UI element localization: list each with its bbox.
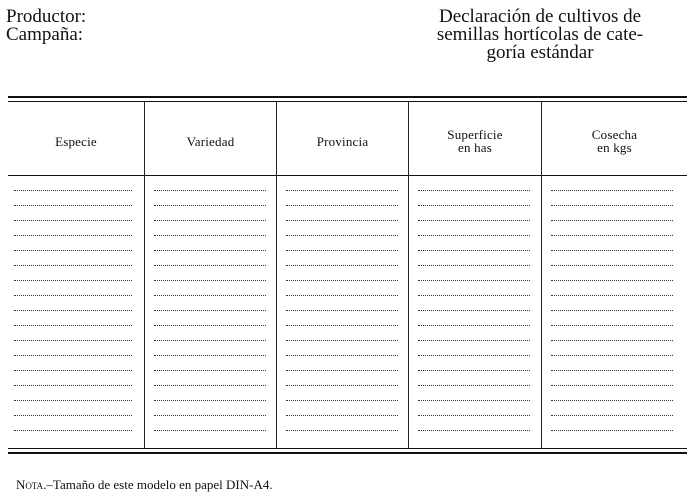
header-left <box>6 8 86 44</box>
blank-entry-line <box>14 325 132 326</box>
blank-entry-line <box>551 235 673 236</box>
footnote <box>16 477 273 493</box>
blank-entry-line <box>286 295 398 296</box>
blank-entry-line <box>286 400 398 401</box>
column-header-especie: Especie <box>55 133 97 149</box>
blank-entry-line <box>286 340 398 341</box>
blank-entry-line <box>418 235 530 236</box>
column-header-cosecha: Cosecha en kgs <box>591 127 638 155</box>
blank-entry-line <box>551 310 673 311</box>
blank-entry-line <box>551 265 673 266</box>
blank-entry-line <box>14 220 132 221</box>
blank-entry-line <box>286 370 398 371</box>
column-blank-lines-superficie <box>418 190 530 450</box>
blank-entry-line <box>14 430 132 431</box>
title-line: goría estándar <box>486 42 594 63</box>
blank-entry-line <box>418 400 530 401</box>
blank-entry-line <box>14 205 132 206</box>
blank-entry-line <box>154 265 266 266</box>
blank-entry-line <box>551 325 673 326</box>
blank-entry-line <box>418 295 530 296</box>
blank-entry-line <box>551 340 673 341</box>
blank-entry-line <box>551 295 673 296</box>
blank-entry-line <box>551 220 673 221</box>
blank-entry-line <box>286 430 398 431</box>
blank-entry-line <box>14 400 132 401</box>
blank-entry-line <box>551 280 673 281</box>
blank-entry-line <box>551 415 673 416</box>
blank-entry-line <box>418 430 530 431</box>
note-prefix: Nota. <box>16 477 47 492</box>
blank-entry-line <box>154 250 266 251</box>
blank-entry-line <box>154 190 266 191</box>
blank-entry-line <box>14 235 132 236</box>
blank-entry-line <box>14 385 132 386</box>
blank-entry-line <box>551 250 673 251</box>
note-text: –Tamaño de este modelo en papel DIN-A4. <box>46 477 273 492</box>
column-blank-lines-provincia <box>286 190 398 450</box>
blank-entry-line <box>154 355 266 356</box>
blank-entry-line <box>418 385 530 386</box>
blank-entry-line <box>286 310 398 311</box>
blank-entry-line <box>418 340 530 341</box>
campaign-label: Campaña: <box>6 24 84 45</box>
column-header-superficie: Superficie en has <box>447 127 503 155</box>
blank-entry-line <box>14 355 132 356</box>
blank-entry-line <box>418 190 530 191</box>
table-bottom-rule-thick <box>8 452 687 454</box>
blank-entry-line <box>418 205 530 206</box>
blank-entry-line <box>551 190 673 191</box>
blank-entry-line <box>418 265 530 266</box>
table-header-rule <box>8 175 687 176</box>
blank-entry-line <box>418 310 530 311</box>
blank-entry-line <box>154 220 266 221</box>
blank-entry-line <box>154 235 266 236</box>
blank-entry-line <box>551 205 673 206</box>
blank-entry-line <box>286 355 398 356</box>
blank-entry-line <box>286 205 398 206</box>
column-header-variedad: Variedad <box>186 133 235 149</box>
blank-entry-line <box>154 430 266 431</box>
blank-entry-line <box>418 415 530 416</box>
blank-entry-line <box>14 265 132 266</box>
blank-entry-line <box>286 325 398 326</box>
blank-entry-line <box>418 325 530 326</box>
column-blank-lines-cosecha <box>551 190 673 450</box>
blank-entry-line <box>551 355 673 356</box>
blank-entry-line <box>418 355 530 356</box>
blank-entry-line <box>14 295 132 296</box>
blank-entry-line <box>286 385 398 386</box>
blank-entry-line <box>418 280 530 281</box>
blank-entry-line <box>14 280 132 281</box>
producer-label: Productor: <box>6 6 87 27</box>
title-line: Declaración de cultivos de <box>438 6 642 27</box>
blank-entry-line <box>14 340 132 341</box>
blank-entry-line <box>14 190 132 191</box>
blank-entry-line <box>14 370 132 371</box>
blank-entry-line <box>286 235 398 236</box>
blank-entry-line <box>418 370 530 371</box>
blank-entry-line <box>154 370 266 371</box>
column-blank-lines-variedad <box>154 190 266 450</box>
blank-entry-line <box>14 310 132 311</box>
table-top-rule-thick <box>8 96 687 98</box>
column-blank-lines-especie <box>14 190 132 450</box>
document-title <box>390 8 690 62</box>
blank-entry-line <box>154 205 266 206</box>
blank-entry-line <box>154 340 266 341</box>
blank-entry-line <box>154 415 266 416</box>
blank-entry-line <box>286 265 398 266</box>
blank-entry-line <box>154 325 266 326</box>
blank-entry-line <box>154 295 266 296</box>
blank-entry-line <box>154 310 266 311</box>
table-top-rule-thin <box>8 101 687 102</box>
blank-entry-line <box>154 385 266 386</box>
blank-entry-line <box>551 400 673 401</box>
blank-entry-line <box>286 250 398 251</box>
blank-entry-line <box>551 430 673 431</box>
blank-entry-line <box>551 370 673 371</box>
blank-entry-line <box>286 190 398 191</box>
blank-entry-line <box>551 385 673 386</box>
blank-entry-line <box>154 400 266 401</box>
blank-entry-line <box>154 280 266 281</box>
blank-entry-line <box>286 280 398 281</box>
blank-entry-line <box>418 220 530 221</box>
blank-entry-line <box>286 415 398 416</box>
blank-entry-line <box>14 250 132 251</box>
title-line: semillas hortícolas de cate- <box>436 24 644 45</box>
blank-entry-line <box>286 220 398 221</box>
blank-entry-line <box>14 415 132 416</box>
column-header-provincia: Provincia <box>316 133 369 149</box>
blank-entry-line <box>418 250 530 251</box>
